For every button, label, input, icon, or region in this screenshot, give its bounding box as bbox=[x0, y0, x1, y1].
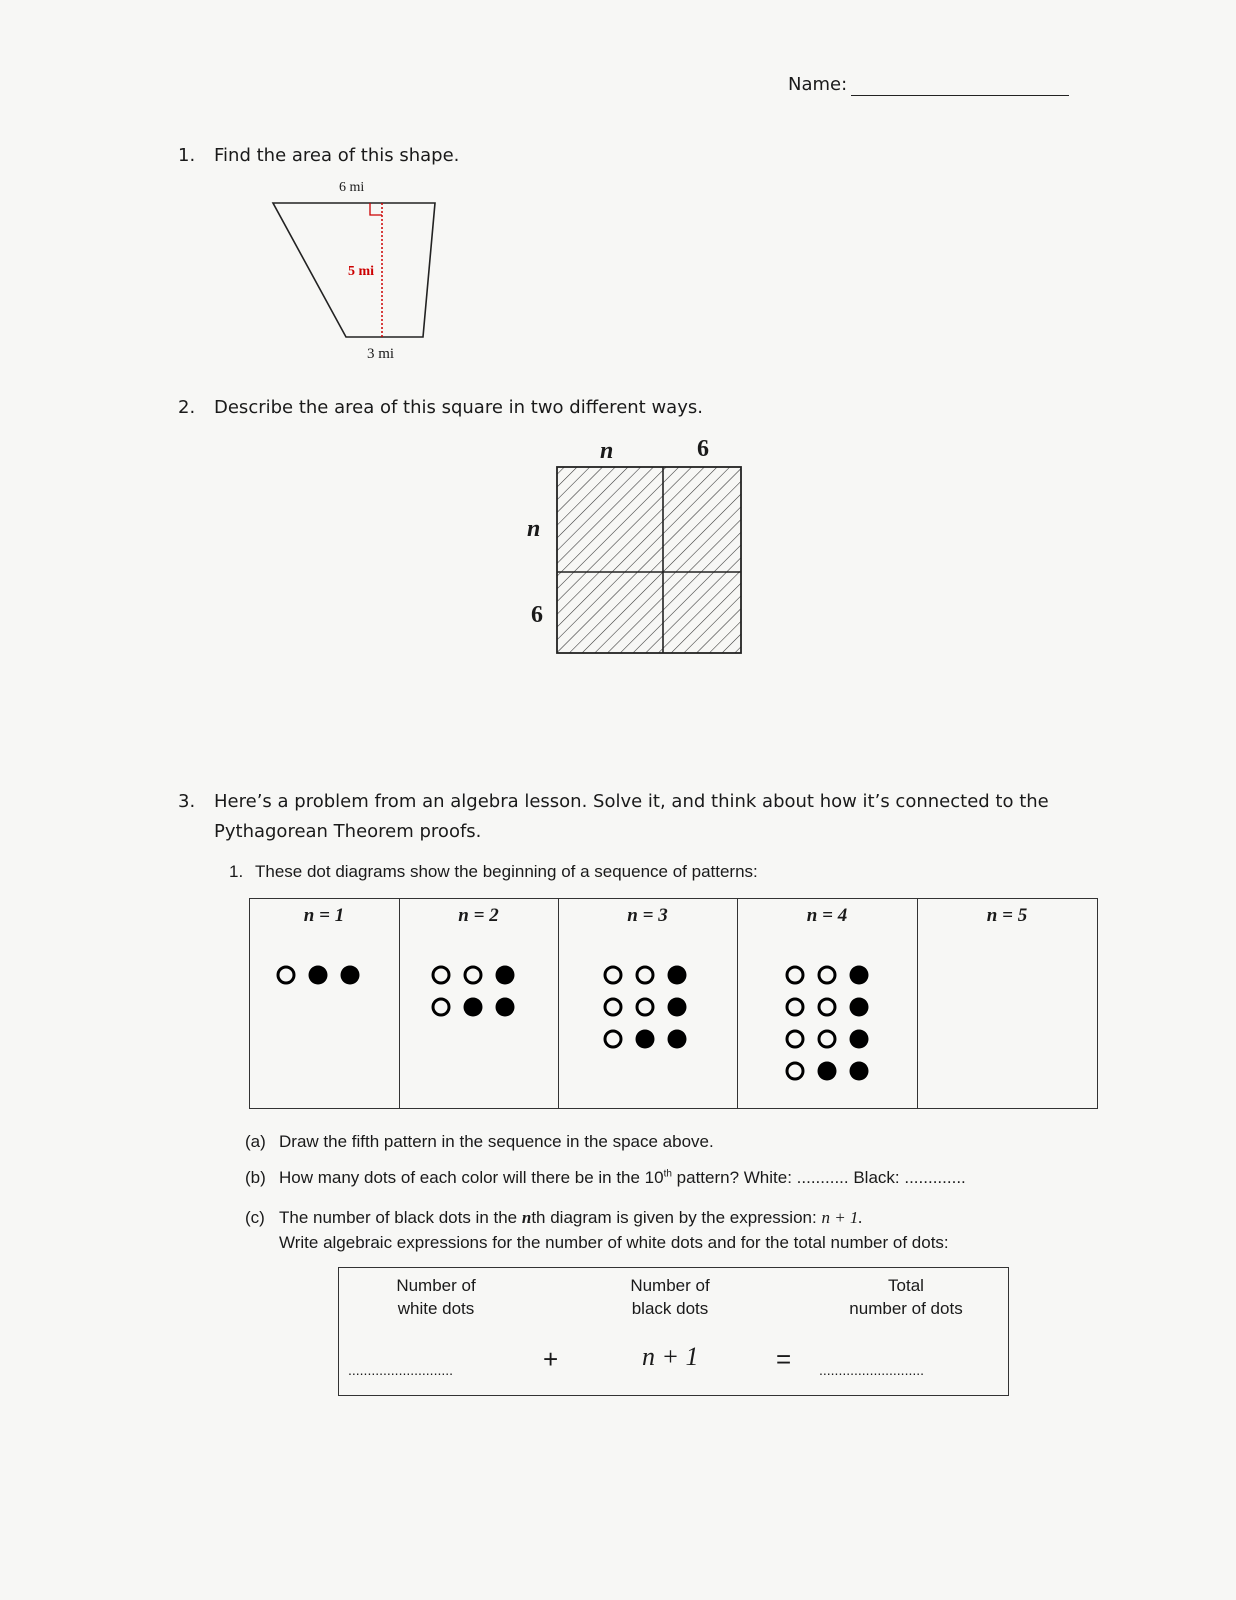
part-c-tag: (c) bbox=[245, 1208, 265, 1227]
label-side-n: n bbox=[527, 516, 541, 542]
q2-number: 2. bbox=[178, 397, 196, 418]
pattern-label: n = 3 bbox=[627, 905, 668, 926]
pattern-label: n = 4 bbox=[806, 905, 848, 926]
pattern-label: n = 5 bbox=[986, 905, 1028, 926]
col-total-header: Total number of dots bbox=[849, 1276, 963, 1318]
bottom-base-label: 3 mi bbox=[367, 346, 395, 362]
col-white-header: Number of white dots bbox=[396, 1276, 476, 1318]
part-c-text: The number of black dots in the nth diagram is given by the expression: n + 1. bbox=[279, 1208, 863, 1227]
q3-line1: Here’s a problem from an algebra lesson. Solve it, and think about how it’s connected to the bbox=[214, 791, 1049, 812]
white-dots-blank[interactable]: ........................... bbox=[348, 1362, 454, 1378]
part-a-tag: (a) bbox=[245, 1132, 266, 1151]
sub-number: 1. bbox=[229, 862, 244, 881]
label-top-n: n bbox=[600, 438, 614, 464]
pattern-label: n = 2 bbox=[458, 905, 499, 926]
top-base-label: 6 mi bbox=[339, 180, 365, 195]
label-side-6: 6 bbox=[531, 602, 543, 628]
black-dots-expression: n + 1 bbox=[642, 1342, 699, 1371]
part-c-line2: Write algebraic expressions for the number of white dots and for the total number of dots: bbox=[279, 1233, 949, 1252]
equals-sign: = bbox=[776, 1344, 792, 1374]
col-black-header: Number of black dots bbox=[630, 1276, 710, 1318]
total-dots-blank[interactable]: ........................... bbox=[819, 1362, 925, 1378]
part-b-tag: (b) bbox=[245, 1168, 266, 1187]
pattern-table bbox=[249, 898, 1098, 1109]
square-figure bbox=[557, 467, 741, 653]
sub-text: These dot diagrams show the beginning of a sequence of patterns: bbox=[255, 862, 758, 881]
right-angle-mark bbox=[370, 203, 382, 215]
q3-line2: Pythagorean Theorem proofs. bbox=[214, 821, 482, 842]
q3-number: 3. bbox=[178, 791, 196, 812]
q1-text: Find the area of this shape. bbox=[214, 145, 460, 166]
height-label: 5 mi bbox=[348, 264, 375, 279]
plus-sign: + bbox=[543, 1344, 559, 1374]
n5-drawing-area[interactable] bbox=[917, 898, 918, 1108]
part-a-text: Draw the fifth pattern in the sequence in the space above. bbox=[279, 1132, 714, 1151]
q2-text: Describe the area of this square in two different ways. bbox=[214, 397, 703, 418]
pattern-label: n = 1 bbox=[303, 905, 345, 926]
name-label: Name: bbox=[788, 74, 848, 95]
part-b-text: How many dots of each color will there be in the 10th pattern? White: ........... Black: ............. bbox=[279, 1168, 966, 1187]
label-top-6: 6 bbox=[697, 436, 709, 462]
q1-number: 1. bbox=[178, 145, 196, 166]
